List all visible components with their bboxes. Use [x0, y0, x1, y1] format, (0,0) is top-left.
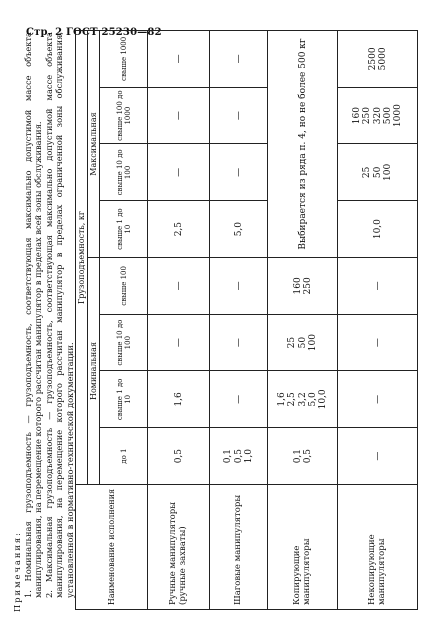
- value-cell: 0,1 0,5: [268, 428, 338, 485]
- value-cell: —: [210, 314, 268, 371]
- value-cell: —: [338, 314, 418, 371]
- value-cell: 160 250 320 500 1000: [338, 87, 418, 144]
- notes-title: Примечания:: [12, 531, 22, 612]
- row-name: Копирующие манипуляторы: [268, 485, 338, 610]
- value-cell: —: [148, 144, 210, 201]
- value-cell: 2500 5000: [338, 31, 418, 88]
- nominal-col-header: до 1: [100, 428, 148, 485]
- value-cell: —: [148, 87, 210, 144]
- value-cell: 1,6 2,5 3,2 5,0 10,0: [268, 371, 338, 428]
- note-1: 1. Номинальная грузоподъемность — грузоподъемность, соответствующая максимально допустимой массе объекта манипулирования, на перемещение которого рассчитан манипулятор в пределах всей зоны обслуживания.: [22, 32, 43, 598]
- notes-block: [12, 32, 75, 612]
- value-cell: 25 50 100: [338, 144, 418, 201]
- value-cell: —: [210, 31, 268, 88]
- maximal-header: Максимальная: [88, 31, 100, 258]
- value-cell: —: [210, 258, 268, 315]
- value-cell: 10,0: [338, 201, 418, 258]
- page-header: Стр. 2 ГОСТ 25230—82: [26, 27, 162, 38]
- max-col-header: свыше 10 до 100: [100, 144, 148, 201]
- value-cell: 1,6: [148, 371, 210, 428]
- row-name: Шаговые манипуляторы: [210, 485, 268, 610]
- nominal-col-header: свыше 1 до 10: [100, 371, 148, 428]
- table-row: [338, 31, 418, 610]
- value-cell: 160 250: [268, 258, 338, 315]
- group-header: Грузоподъемность, кг: [76, 31, 88, 485]
- table-area: [75, 30, 405, 610]
- max-col-header: свыше 1 до 10: [100, 201, 148, 258]
- max-col-header: свыше 1000: [100, 31, 148, 88]
- nominal-header: Номинальная: [88, 258, 100, 485]
- value-cell: —: [148, 258, 210, 315]
- value-cell: —: [210, 87, 268, 144]
- rotated-table-wrapper: [75, 30, 405, 610]
- value-cell: 0,1 0,5 1,0: [210, 428, 268, 485]
- table-row: [210, 31, 268, 610]
- row-name: Некопирующие манипуляторы: [338, 485, 418, 610]
- value-cell: 2,5: [148, 201, 210, 258]
- value-cell: 0,5: [148, 428, 210, 485]
- table-row: [268, 31, 338, 610]
- value-cell: —: [338, 428, 418, 485]
- value-cell: —: [338, 258, 418, 315]
- value-cell: 25 50 100: [268, 314, 338, 371]
- max-col-header: свыше 100 до 1000: [100, 87, 148, 144]
- value-cell: —: [148, 314, 210, 371]
- merged-note-cell: Выбирается из ряда п. 4, но не более 500 кг: [268, 31, 338, 258]
- value-cell: —: [210, 371, 268, 428]
- note-2: 2. Максимальная грузоподъемность — грузоподъемность, соответствующая максимально допустимой массе объекта манипулирования, на перемещение которого рассчитан манипулятор в пределах ограниченной зоны обслуживания, установленной в нормативно-технической документации.: [43, 32, 75, 598]
- value-cell: —: [148, 31, 210, 88]
- nominal-col-header: свыше 100: [100, 258, 148, 315]
- value-cell: 5,0: [210, 201, 268, 258]
- value-cell: —: [210, 144, 268, 201]
- capacity-table: [75, 30, 418, 610]
- table-row: [148, 31, 210, 610]
- value-cell: —: [338, 371, 418, 428]
- nominal-col-header: свыше 10 до 100: [100, 314, 148, 371]
- row-name: Ручные манипуляторы (ручные захваты): [148, 485, 210, 610]
- col-name-header: Наименование исполнения: [76, 485, 148, 610]
